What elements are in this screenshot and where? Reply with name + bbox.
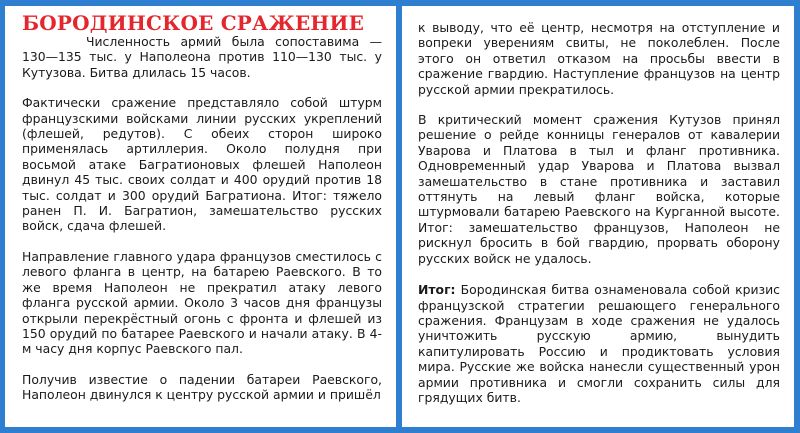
raevsky-battery-paragraph: Направление главного удара французов сместилось с левого фланга в центр, на батарею Раевского. В то же время Наполеон не прекратил атаку левого фланга русской армии. Около 3 часов дня французы открыли перекрёстный огонь с фронта и флешей из 150 орудий по батарее Раевского и начали атаку. В 4-м часу дня корпус Раевского пал. — [22, 248, 382, 357]
page-title: БОРОДИНСКОЕ СРАЖЕНИЕ — [22, 11, 365, 35]
cavalry-raid-paragraph: В критический момент сражения Кутузов принял решение о рейде конницы генералов от кавалерии Уварова и Платова в тыл и фланг противника. Одновременный удар Уварова и Платова вызвал замешательство в стане противника и заставил оттянуть на левый фланг войска, которые штурмовали батарею Раевского на Курганной высоте. Итог: замешательство французов, Наполеон не рискнул бросить в бой гвардию, прорвать оборону русских войск не удалось. — [418, 112, 780, 266]
left-column — [5, 6, 396, 427]
conclusion-label: Итог: — [418, 282, 456, 298]
conclusion-text: Бородинская битва ознаменовала собой кризис французской стратегии решающего генерального сражения. Французам в ходе сражения не удалось уничтожить русскую армию, вынудить капитулировать Россию и продиктовать условия мира. Русские же войска нанесли существенный урон армии противника и смогли сохранить силы для грядущих битв. — [418, 282, 780, 405]
napoleon-center-paragraph: Получив известие о падении батареи Раевского, Наполеон двинулся к центру русской армии и пришёл — [22, 371, 382, 403]
intro-paragraph: Численность армий была сопоставима — 130—135 тыс. у Наполеона против 110—130 тыс. у Кутузова. Битва длилась 15 часов. — [22, 34, 382, 80]
continuation-paragraph: к выводу, что её центр, несмотря на отступление и вопреки уверениям свиты, не поколеблен. После этого он ответил отказом на просьбы ввести в сражение гвардию. Наступление французов на центр русской армии прекратилось. — [418, 20, 780, 97]
right-column — [402, 6, 794, 427]
assault-paragraph: Фактически сражение представляло собой штурм французскими войсками линии русских укреплений (флешей, редутов). С обеих сторон широко применялась артиллерия. Около полудня при восьмой атаке Багратионовых флешей Наполеон двинул 45 тыс. своих солдат и 400 орудий против 18 тыс. солдат и 300 орудий Багратиона. Итог: тяжело ранен П. И. Багратион, замешательство русских войск, сдача флешей. — [22, 95, 382, 234]
conclusion-paragraph — [418, 282, 780, 405]
